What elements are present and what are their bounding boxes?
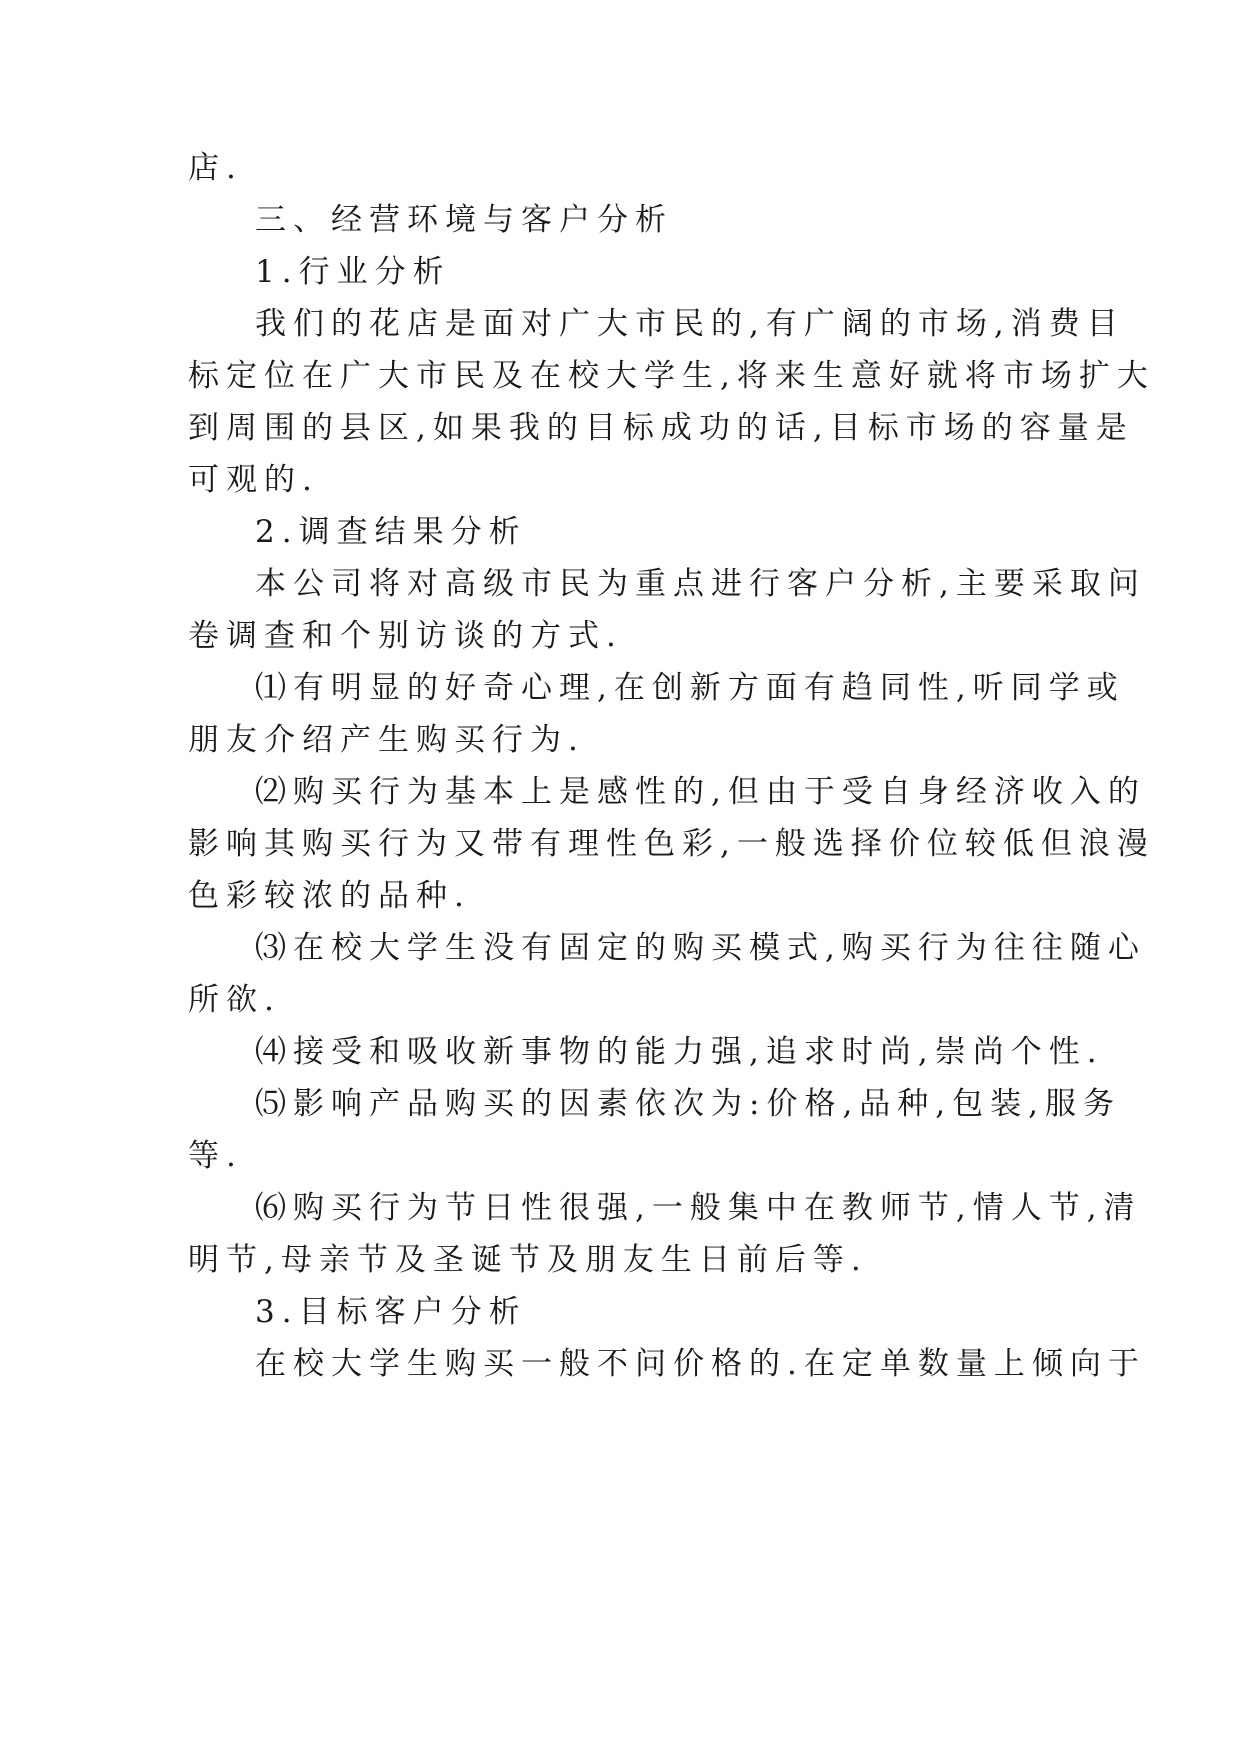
text-line: 色彩较浓的品种. <box>188 878 471 914</box>
text-line: 在校大学生购买一般不问价格的.在定单数量上倾向于 <box>255 1346 1146 1382</box>
list-item: ⑵购买行为基本上是感性的,但由于受自身经济收入的 <box>255 774 1146 810</box>
text-line: 明节,母亲节及圣诞节及朋友生日前后等. <box>188 1242 868 1278</box>
text-line: 卷调查和个别访谈的方式. <box>188 618 623 654</box>
section-heading: 三、经营环境与客户分析 <box>255 202 673 238</box>
text-line: 到周围的县区,如果我的目标成功的话,目标市场的容量是 <box>188 410 1134 446</box>
list-item: ⑴有明显的好奇心理,在创新方面有趋同性,听同学或 <box>255 670 1125 706</box>
text-line: 所欲. <box>188 982 281 1018</box>
list-item: ⑸影响产品购买的因素依次为:价格,品种,包装,服务 <box>255 1086 1122 1122</box>
subsection-heading: 1.行业分析 <box>255 254 451 290</box>
subsection-heading: 2.调查结果分析 <box>255 514 527 550</box>
list-item: ⑹购买行为节日性很强,一般集中在教师节,情人节,清 <box>255 1190 1142 1226</box>
text-line: 朋友介绍产生购买行为. <box>188 722 585 758</box>
subsection-heading: 3.目标客户分析 <box>255 1294 527 1330</box>
text-line: 标定位在广大市民及在校大学生,将来生意好就将市场扩大 <box>188 358 1155 394</box>
text-line: 本公司将对高级市民为重点进行客户分析,主要采取问 <box>255 566 1146 602</box>
list-item: ⑷接受和吸收新事物的能力强,追求时尚,崇尚个性. <box>255 1034 1104 1070</box>
text-line: 等. <box>188 1138 243 1174</box>
text-line: 影响其购买行为又带有理性色彩,一般选择价位较低但浪漫 <box>188 826 1155 862</box>
list-item: ⑶在校大学生没有固定的购买模式,购买行为往往随心 <box>255 930 1146 966</box>
text-line: 我们的花店是面对广大市民的,有广阔的市场,消费目 <box>255 306 1125 342</box>
text-line: 店. <box>188 150 243 186</box>
text-line: 可观的. <box>188 462 319 498</box>
